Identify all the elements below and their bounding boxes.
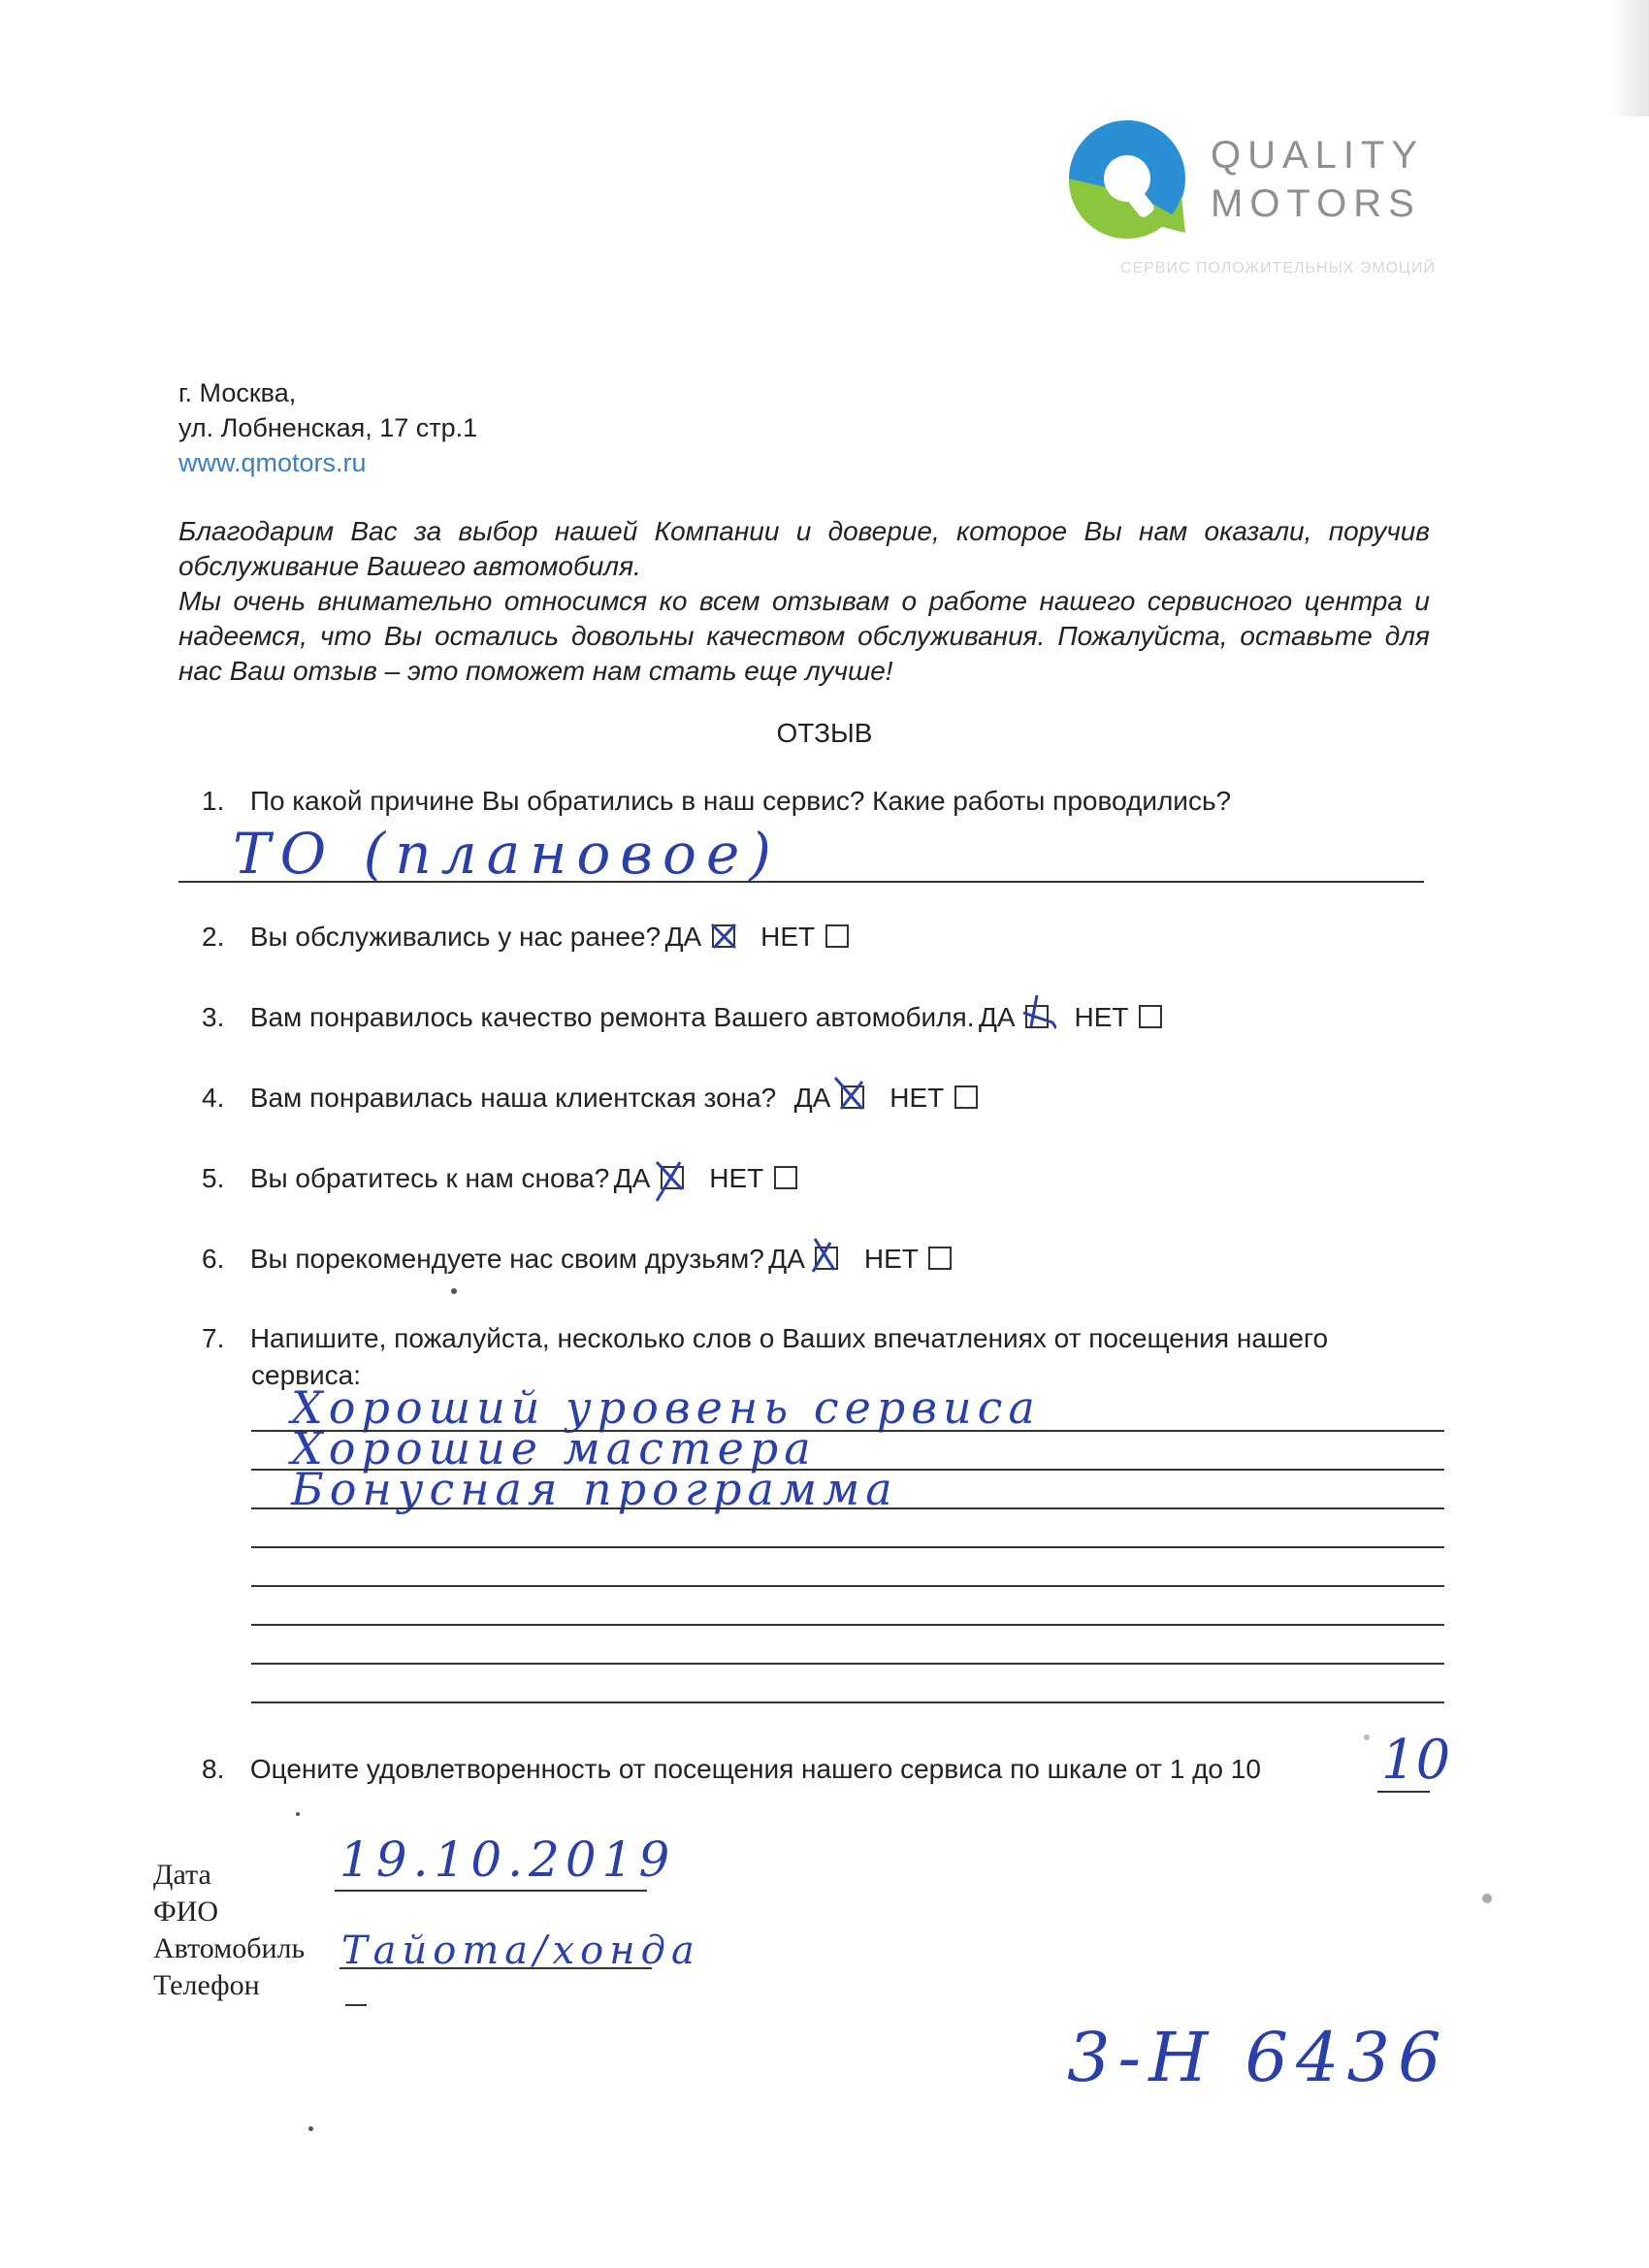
no-checkbox[interactable]	[825, 924, 849, 948]
question-number: 7.	[202, 1323, 225, 1353]
yes-checkbox[interactable]	[712, 924, 735, 948]
car-answer-line	[340, 1967, 652, 1969]
q7-answer-line	[251, 1430, 1444, 1432]
yes-checkbox[interactable]	[1025, 1005, 1049, 1028]
question-number: 6.	[202, 1244, 225, 1274]
yes-checkbox[interactable]	[661, 1166, 684, 1189]
no-label: НЕТ	[760, 922, 816, 952]
q7-answer-line	[251, 1469, 1444, 1471]
question-text: Вам понравилась наша клиентская зона?	[249, 1083, 777, 1113]
question-number: 5.	[202, 1163, 225, 1193]
q7-answer-line	[251, 1507, 1444, 1509]
yes-label: ДА	[793, 1083, 831, 1113]
check-mark-icon	[1021, 993, 1056, 1032]
q7-answer-line	[251, 1585, 1444, 1587]
question-text: Оцените удовлетворенность от посещения нашего сервиса по шкале от 1 до 10	[249, 1754, 1261, 1784]
no-checkbox[interactable]	[928, 1247, 952, 1270]
question-3	[202, 1002, 1162, 1033]
scan-speck	[1482, 1894, 1492, 1903]
question-1	[202, 786, 1231, 817]
question-7	[202, 1323, 1328, 1354]
q7-answer-line	[251, 1663, 1444, 1665]
question-number: 1.	[202, 786, 225, 816]
logo-text-quality: QUALITY	[1211, 134, 1425, 177]
address-city: г. Москва,	[178, 378, 297, 407]
check-mark-icon	[833, 1076, 866, 1113]
scan-speck	[1364, 1734, 1370, 1740]
question-2	[202, 922, 849, 953]
phone-answer-line	[345, 2004, 367, 2006]
fio-label: ФИО	[153, 1895, 219, 1928]
q7-answer-line	[251, 1624, 1444, 1626]
no-checkbox[interactable]	[774, 1166, 797, 1189]
q7-answer-line	[251, 1701, 1444, 1703]
yes-label: ДА	[768, 1244, 805, 1274]
intro-text	[178, 514, 1430, 689]
logo-tagline: СЕРВИС ПОЛОЖИТЕЛЬНЫХ ЭМОЦИЙ	[1119, 260, 1436, 276]
q7-answer-line-3: Бонусная программа	[291, 1463, 898, 1515]
logo-text-motors: MOTORS	[1211, 182, 1421, 225]
car-label: Автомобиль	[153, 1932, 306, 1964]
no-label: НЕТ	[863, 1244, 919, 1274]
company-logo	[1067, 118, 1436, 283]
date-answer-line	[335, 1890, 647, 1892]
address-street: ул. Лобненская, 17 стр.1	[178, 413, 478, 442]
date-handwritten-value: 19.10.2019	[340, 1831, 676, 1888]
q1-handwritten-answer: ТО (плановое)	[233, 821, 781, 887]
scan-speck	[296, 1812, 300, 1816]
question-4	[202, 1083, 978, 1114]
check-mark-icon	[807, 1237, 840, 1276]
question-5	[202, 1163, 797, 1194]
no-checkbox[interactable]	[1139, 1005, 1162, 1028]
check-mark-icon	[653, 1158, 686, 1203]
no-checkbox[interactable]	[954, 1085, 978, 1109]
question-number: 2.	[202, 922, 225, 952]
question-number: 4.	[202, 1083, 225, 1113]
no-label: НЕТ	[1074, 1002, 1129, 1032]
no-label: НЕТ	[889, 1083, 945, 1113]
check-mark-icon	[708, 921, 739, 952]
q1-answer-line	[178, 881, 1424, 883]
phone-label: Телефон	[153, 1969, 260, 2001]
no-label: НЕТ	[709, 1163, 764, 1193]
question-number: 3.	[202, 1002, 225, 1032]
question-7-text-continued: сервиса:	[251, 1360, 362, 1390]
question-text: Напишите, пожалуйста, несколько слов о Ваших впечатлениях от посещения нашего	[249, 1323, 1329, 1353]
scan-speck	[308, 2126, 313, 2131]
question-text: Вам понравилось качество ремонта Вашего автомобиля.	[249, 1002, 975, 1032]
question-6	[202, 1244, 952, 1275]
section-heading: ОТЗЫВ	[776, 718, 873, 748]
question-number: 8.	[202, 1754, 225, 1784]
yes-label: ДА	[664, 922, 702, 952]
car-handwritten-value: Тайота/хонда	[341, 1928, 700, 1973]
q8-handwritten-score: 10	[1381, 1729, 1451, 1792]
yes-checkbox[interactable]	[841, 1085, 864, 1109]
yes-label: ДА	[978, 1002, 1016, 1032]
scan-speck	[451, 1288, 457, 1294]
scan-edge-shadow	[1610, 0, 1649, 116]
question-text: Вы обслуживались у нас ранее?	[249, 922, 662, 952]
logo-q-icon	[1067, 118, 1203, 244]
q7-answer-line-1: Хороший уровень сервиса	[291, 1381, 1041, 1434]
question-text: Вы обратитесь к нам снова?	[249, 1163, 610, 1193]
yes-label: ДА	[613, 1163, 651, 1193]
q8-answer-line	[1377, 1791, 1430, 1793]
q7-answer-line	[251, 1546, 1444, 1548]
website-link[interactable]: www.qmotors.ru	[178, 448, 367, 477]
intro-paragraph-1: Благодарим Вас за выбор нашей Компании и доверие, которое Вы нам оказали, поручив обслуживание Вашего автомобиля.	[178, 516, 1430, 581]
q7-answer-line-2: Хорошие мастера	[291, 1422, 817, 1474]
question-8	[202, 1754, 1261, 1785]
question-text: Вы порекомендуете нас своим друзьям?	[249, 1244, 764, 1274]
intro-paragraph-2: Мы очень внимательно относимся ко всем отзывам о работе нашего сервисного центра и надеемся, что Вы остались довольны качеством обслуживания. Пожалуйста, оставьте для нас Ваш отзыв – это поможет нам стать еще лучше!	[178, 586, 1430, 686]
date-label: Дата	[153, 1859, 211, 1891]
yes-checkbox[interactable]	[815, 1247, 838, 1270]
handwritten-code: 3-Н 6436	[1067, 2018, 1449, 2097]
question-text: По какой причине Вы обратились в наш сервис? Какие работы проводились?	[249, 786, 1232, 816]
